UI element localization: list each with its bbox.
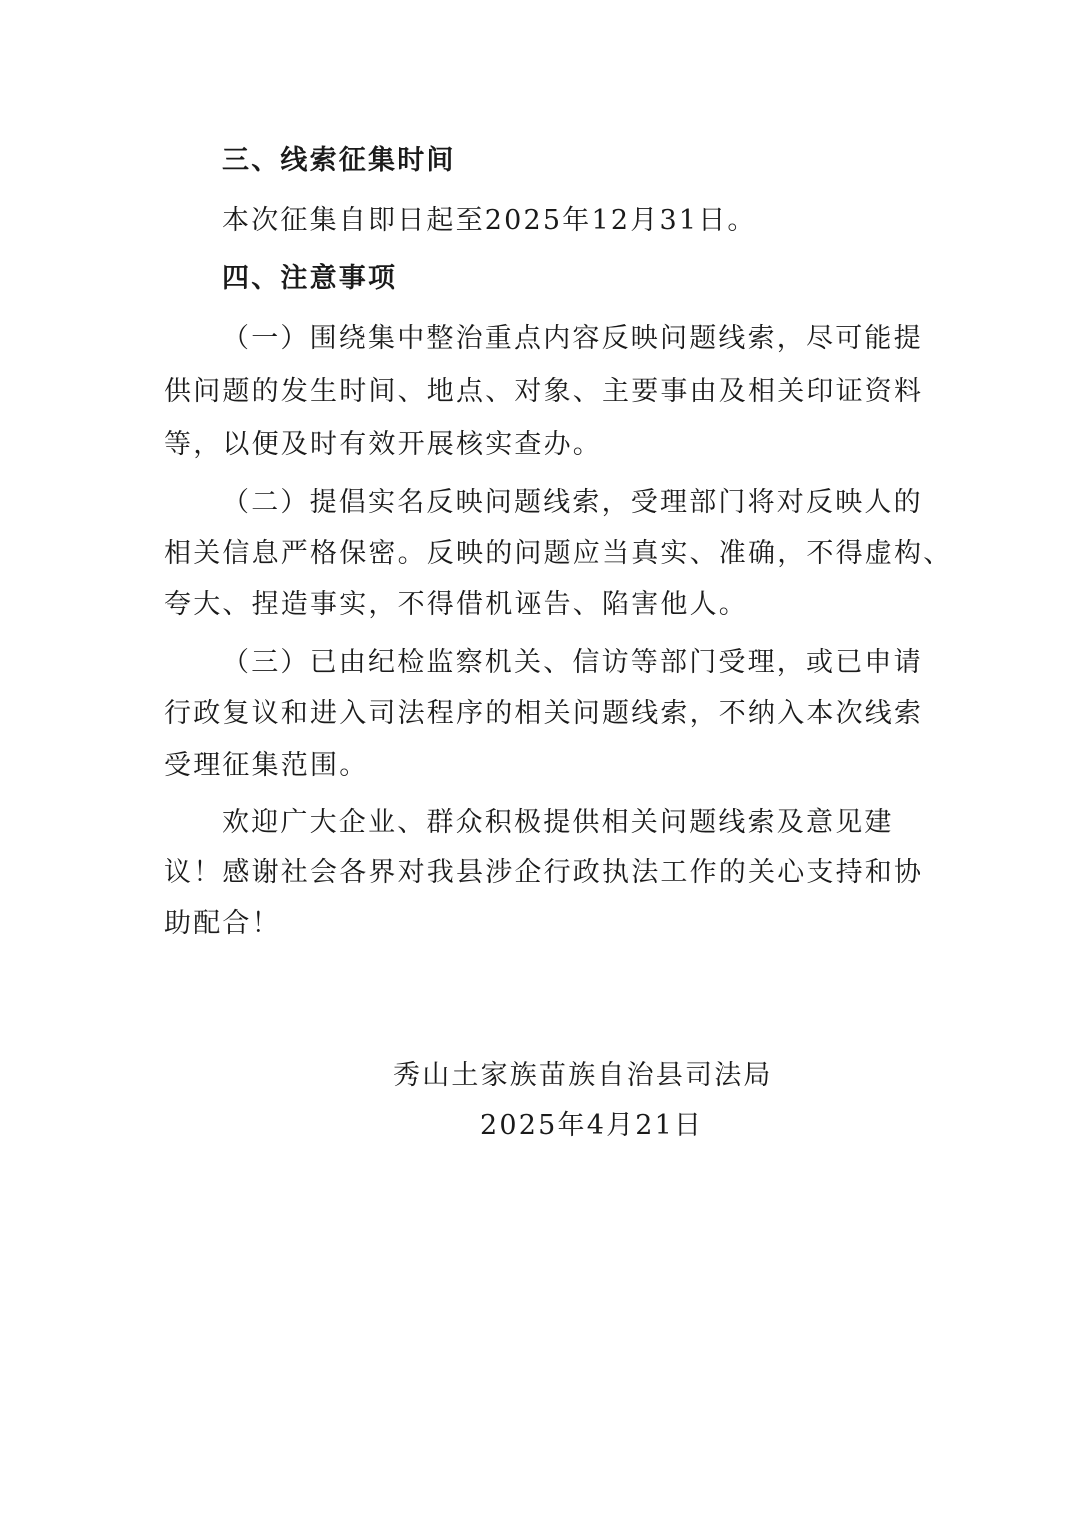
item-1-line-3: 等，以便及时有效开展核实查办。 — [164, 429, 602, 460]
item-3-line-3: 受理征集范围。 — [164, 750, 369, 781]
item-2-line-1: （二）提倡实名反映问题线索，受理部门将对反映人的 — [222, 487, 923, 518]
item-3-line-1: （三）已由纪检监察机关、信访等部门受理，或已申请 — [222, 647, 923, 678]
section-3-text: 本次征集自即日起至2025年12月31日。 — [222, 205, 757, 236]
item-2-line-2: 相关信息严格保密。反映的问题应当真实、准确，不得虚构、 — [164, 538, 953, 569]
closing-line-3: 助配合！ — [164, 908, 281, 939]
signature-organization: 秀山土家族苗族自治县司法局 — [393, 1060, 773, 1091]
section-3-heading: 三、线索征集时间 — [222, 145, 456, 176]
signature-date: 2025年4月21日 — [480, 1110, 704, 1141]
item-2-line-3: 夸大、捏造事实，不得借机诬告、陷害他人。 — [164, 589, 748, 620]
closing-line-2: 议！感谢社会各界对我县涉企行政执法工作的关心支持和协 — [164, 857, 924, 888]
item-1-line-1: （一）围绕集中整治重点内容反映问题线索，尽可能提 — [222, 323, 923, 354]
closing-line-1: 欢迎广大企业、群众积极提供相关问题线索及意见建 — [222, 807, 894, 838]
item-3-line-2: 行政复议和进入司法程序的相关问题线索，不纳入本次线索 — [164, 698, 924, 729]
item-1-line-2: 供问题的发生时间、地点、对象、主要事由及相关印证资料 — [164, 376, 924, 407]
section-4-heading: 四、注意事项 — [222, 263, 398, 294]
